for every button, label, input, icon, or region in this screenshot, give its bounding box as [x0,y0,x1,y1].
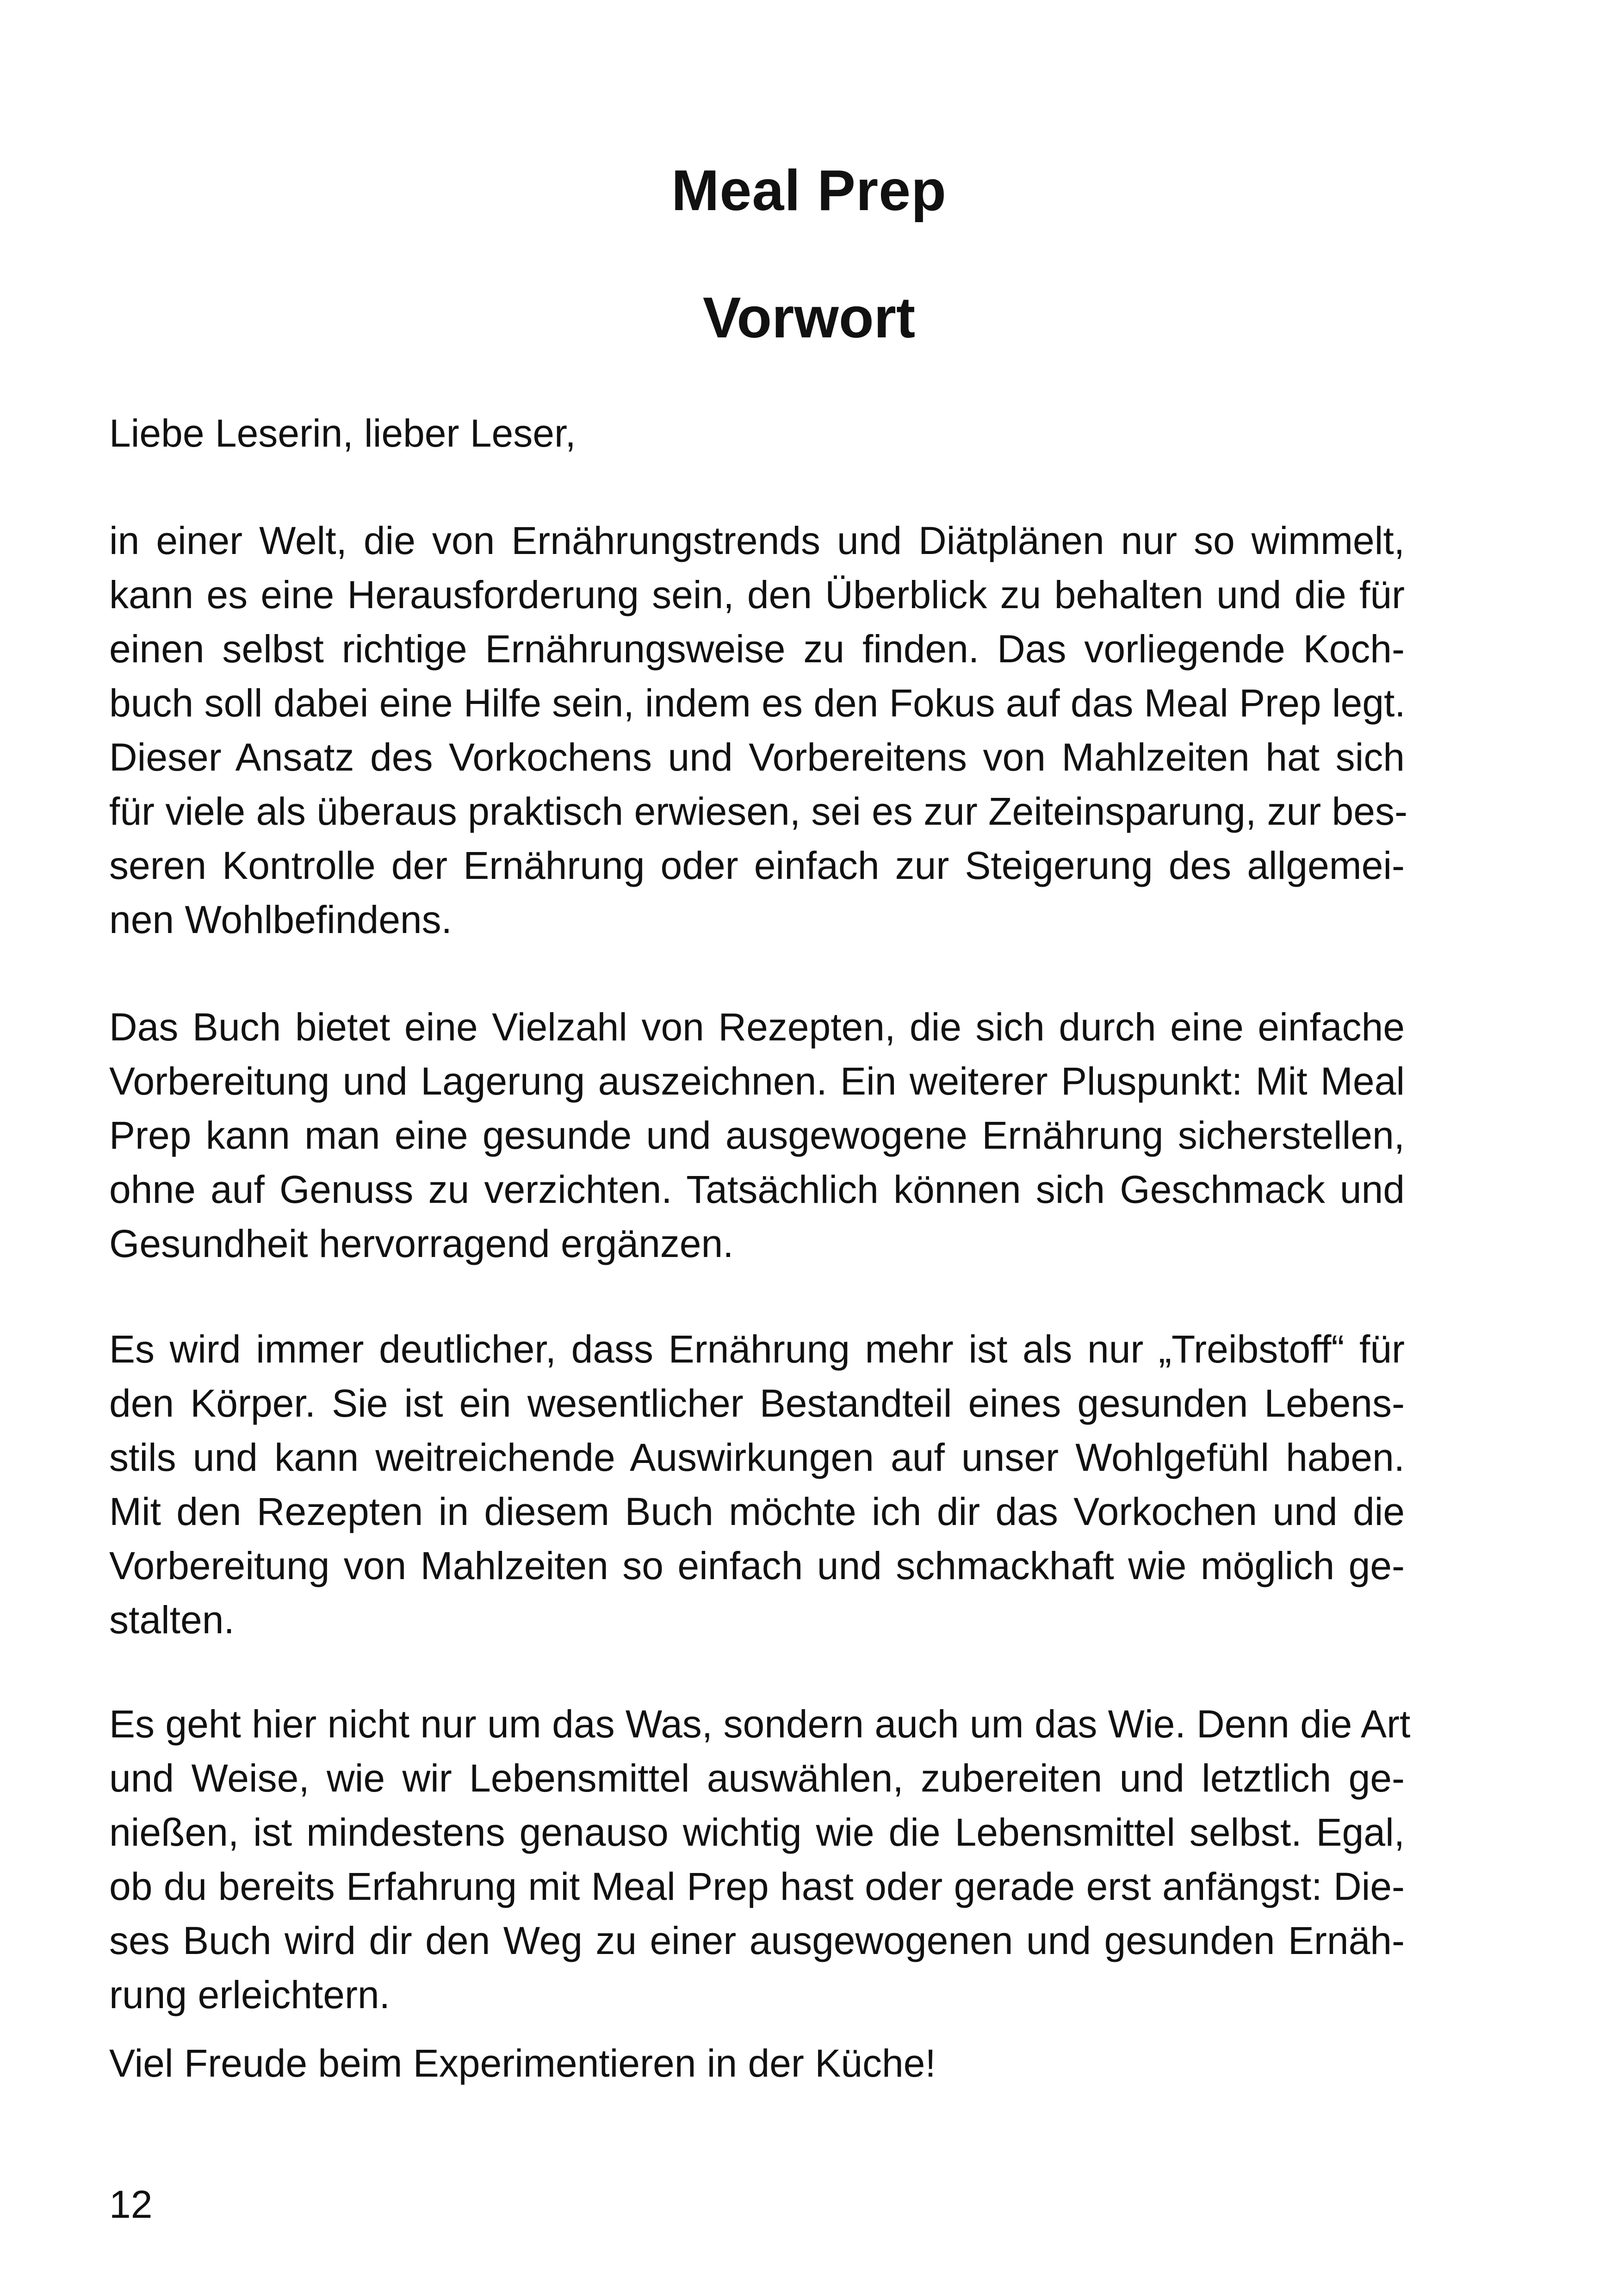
text-line: den Körper. Sie ist ein wesentlicher Bestandteil eines gesunden Lebens- [109,1381,1405,1425]
paragraph-3 [109,1322,1405,1647]
text-line: buch soll dabei eine Hilfe sein, indem es den Fokus auf das Meal Prep legt. [109,681,1406,725]
text-line: für viele als überaus praktisch erwiesen, sei es zur Zeiteinsparung, zur bes- [109,790,1407,833]
text-line: Das Buch bietet eine Vielzahl von Rezepten, die sich durch eine einfache [109,1005,1405,1049]
page-number: 12 [109,2183,153,2226]
book-title: Meal Prep [671,159,947,223]
text-line: stalten. [109,1598,235,1642]
text-line: stils und kann weitreichende Auswirkungen auf unser Wohlgefühl haben. [109,1436,1405,1479]
closing-line: Viel Freude beim Experimentieren in der Küche! [109,2041,936,2085]
text-line: ohne auf Genuss zu verzichten. Tatsächlich können sich Geschmack und [109,1168,1405,1211]
paragraph-2 [109,1000,1405,1271]
text-line: Gesundheit hervorragend ergänzen. [109,1222,734,1265]
text-line: Vorbereitung von Mahlzeiten so einfach und schmackhaft wie möglich ge- [109,1544,1405,1587]
text-line: Dieser Ansatz des Vorkochens und Vorbereitens von Mahlzeiten hat sich [109,735,1405,779]
paragraph-4 [109,1697,1411,2022]
chapter-title: Vorwort [702,286,916,350]
text-line: und Weise, wie wir Lebensmittel auswählen, zubereiten und letztlich ge- [109,1756,1405,1800]
text-line: Es geht hier nicht nur um das Was, sondern auch um das Wie. Denn die Art [109,1702,1411,1746]
text-line: einen selbst richtige Ernährungsweise zu finden. Das vorliegende Koch- [109,627,1405,671]
text-line: Mit den Rezepten in diesem Buch möchte ich dir das Vorkochen und die [109,1490,1405,1533]
greeting: Liebe Leserin, lieber Leser, [109,411,576,455]
text-line: nießen, ist mindestens genauso wichtig wie die Lebensmittel selbst. Egal, [109,1811,1405,1854]
text-line: rung erleichtern. [109,1973,390,2016]
text-line: Vorbereitung und Lagerung auszeichnen. Ein weiterer Pluspunkt: Mit Meal [109,1059,1405,1103]
text-line: nen Wohlbefindens. [109,898,452,941]
text-line: ses Buch wird dir den Weg zu einer ausgewogenen und gesunden Ernäh- [109,1919,1405,1962]
text-line: ob du bereits Erfahrung mit Meal Prep hast oder gerade erst anfängst: Die- [109,1865,1405,1908]
text-line: seren Kontrolle der Ernährung oder einfach zur Steigerung des allgemei- [109,844,1405,887]
text-line: Prep kann man eine gesunde und ausgewogene Ernährung sicherstellen, [109,1114,1405,1157]
text-line: Es wird immer deutlicher, dass Ernährung mehr ist als nur „Treibstoff“ für [109,1327,1405,1371]
text-line: in einer Welt, die von Ernährungstrends und Diätplänen nur so wimmelt, [109,519,1405,562]
text-line: kann es eine Herausforderung sein, den Überblick zu behalten und die für [109,573,1405,616]
paragraph-1 [109,514,1405,947]
